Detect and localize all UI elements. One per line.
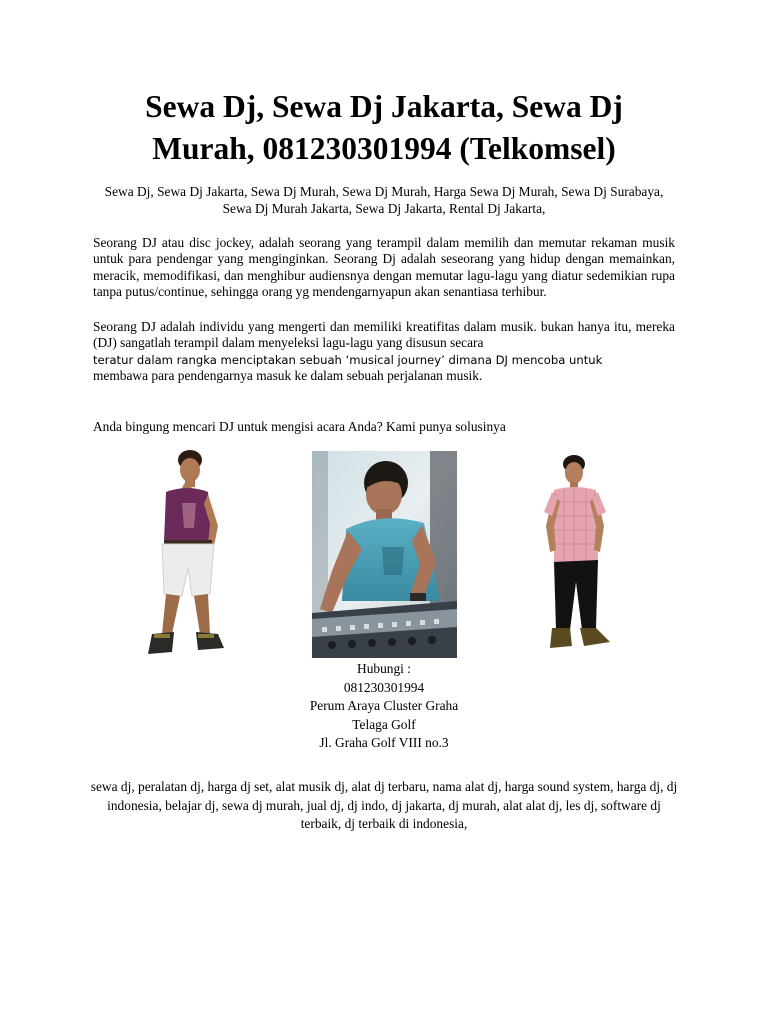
contact-label: Hubungi : — [357, 661, 411, 676]
keyword-list: sewa dj, peralatan dj, harga dj set, alat musik dj, alat dj terbaru, nama alat dj, harga sound system, harga dj, dj indonesia, belajar dj, sewa dj murah, jual dj, dj indo, dj jakarta, dj murah, alat alat dj, les dj, software dj terbaik, dj terbaik di indonesia, — [90, 779, 678, 832]
dj-photo-center — [312, 451, 457, 658]
contact-address-line3: Jl. Graha Golf VIII no.3 — [319, 735, 449, 751]
keyword-subtitle: Sewa Dj, Sewa Dj Jakarta, Sewa Dj Murah, Sewa Dj Murah, Harga Sewa Dj Murah, Sewa Dj Surabaya, Sewa Dj Murah Jakarta, Sewa Dj Jakarta, Rental Dj Jakarta, — [104, 184, 664, 216]
paragraph-dj-individual-part1: Seorang DJ adalah individu yang mengerti dan memiliki kreatifitas dalam musik. bukan hanya itu, mereka (DJ) sangatlah terampil dalam menyeleksi lagu-lagu yang disusun secara — [93, 319, 675, 351]
page-title: Sewa Dj, Sewa Dj Jakarta, Sewa Dj Murah, 081230301994 (Telkomsel) — [145, 89, 623, 166]
paragraph-dj-definition: Seorang DJ atau disc jockey, adalah seorang yang terampil dalam memilih dan memutar rekaman musik untuk para pendengar yang menginginkan. Seorang Dj adalah seseorang yang hidup dengan memainkan, meracik, memodifikasi, dan menghibur audiensnya dengan memutar lagu-lagu yang diatur sedemikian rupa tanpa putus/continue, sehingga orang yg mendengarnyapun akan senantiasa terhibur. — [93, 235, 675, 299]
paragraph-dj-individual — [93, 319, 675, 384]
contact-address-line2: Telaga Golf — [352, 716, 416, 732]
dj-photo-right — [538, 452, 614, 658]
contact-block — [234, 660, 534, 753]
contact-address-line1: Perum Araya Cluster Graha — [309, 698, 459, 714]
paragraph-dj-individual-part3: membawa para pendengarnya masuk ke dalam sebuah perjalanan musik. — [93, 367, 483, 383]
contact-phone: 081230301994 — [343, 679, 425, 695]
dj-photo-left — [138, 448, 230, 664]
question-text: Anda bingung mencari DJ untuk mengisi acara Anda? Kami punya solusinya — [93, 419, 506, 434]
paragraph-dj-individual-part2: teratur dalam rangka menciptakan sebuah ‘musical journey’ dimana DJ mencoba untuk — [93, 352, 603, 367]
